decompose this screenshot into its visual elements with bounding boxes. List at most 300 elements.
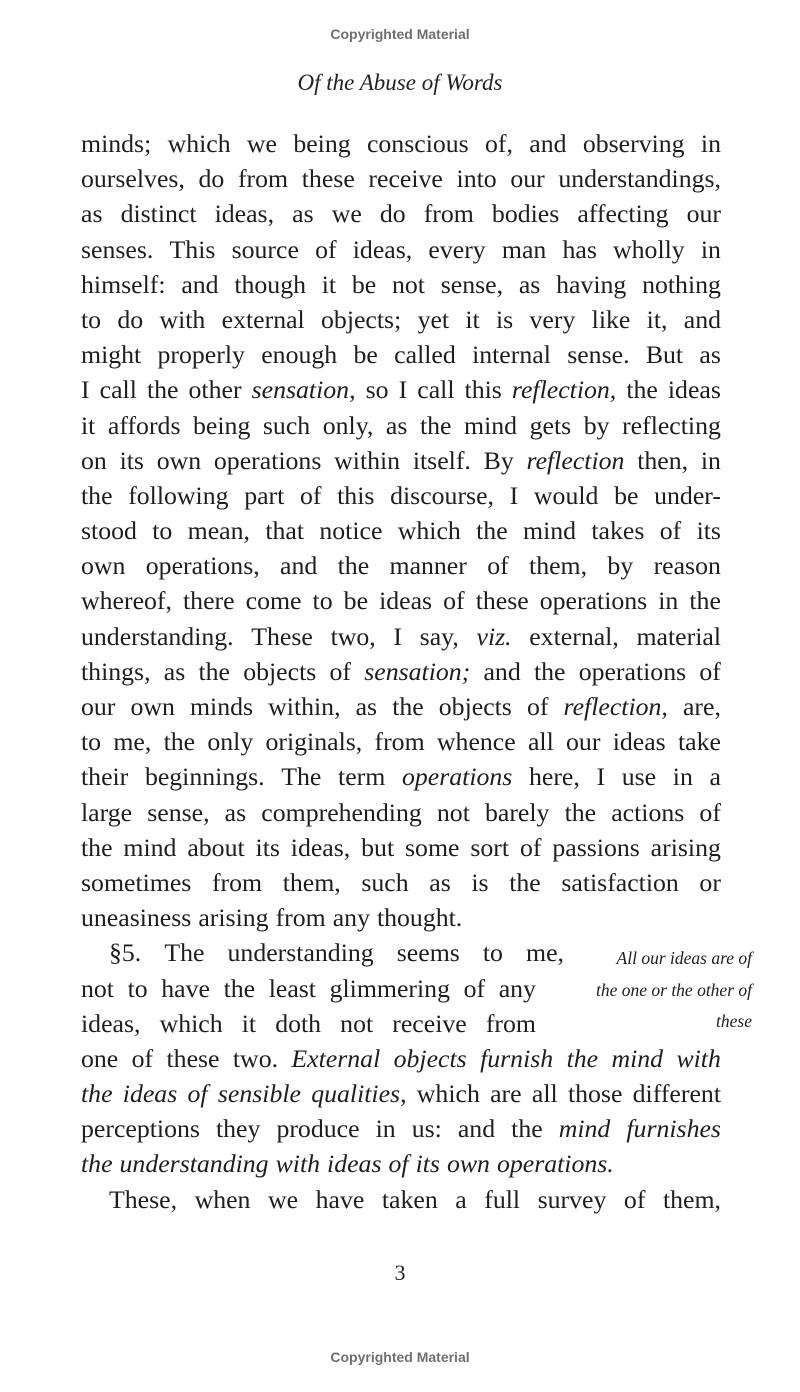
word: being — [193, 410, 251, 440]
text-line — [81, 759, 721, 794]
word: ideas — [122, 1079, 178, 1109]
word: own — [156, 445, 202, 475]
word: under- — [654, 480, 721, 510]
word: properly — [157, 340, 245, 370]
text-line — [81, 935, 564, 970]
text-line — [81, 408, 721, 443]
word: thought. — [376, 903, 463, 933]
word: distinct — [120, 199, 197, 229]
word: and — [683, 304, 721, 334]
word: ideas, — [214, 199, 275, 229]
word: viz. — [476, 621, 512, 651]
word: from — [275, 903, 326, 933]
word: them, — [662, 1184, 721, 1214]
word: be — [343, 586, 369, 616]
watermark-bottom: Copyrighted Material — [330, 1349, 470, 1365]
text-line — [81, 161, 721, 196]
word: produce — [276, 1114, 360, 1144]
word: in — [700, 234, 721, 264]
word: call — [99, 375, 137, 405]
word: furnish — [480, 1043, 554, 1073]
word: us: — [411, 1114, 442, 1144]
word: operations — [578, 656, 687, 686]
word: as — [224, 797, 247, 827]
word: it — [81, 410, 96, 440]
word: the — [337, 551, 370, 581]
word: I — [596, 762, 606, 792]
word: its — [255, 832, 280, 862]
text-line — [81, 478, 721, 513]
word: the — [689, 586, 721, 616]
text-line — [81, 337, 721, 372]
word: own — [446, 1149, 490, 1179]
margin-note-line: All our ideas are of — [616, 948, 752, 968]
word: material — [636, 621, 721, 651]
word: reflection, — [563, 692, 668, 721]
word: receive — [368, 164, 443, 194]
word: of — [187, 1079, 208, 1109]
word: that — [265, 516, 305, 546]
text-line — [81, 302, 721, 337]
word: having — [556, 269, 627, 299]
word: the — [198, 656, 230, 686]
word: affords — [107, 410, 181, 440]
word: which — [416, 1079, 480, 1109]
word: things, — [81, 656, 151, 686]
word: these — [475, 586, 529, 616]
word: sometimes — [81, 867, 192, 897]
word: as — [699, 340, 721, 370]
word: of — [623, 1184, 646, 1214]
word: different — [632, 1079, 721, 1109]
text-line — [81, 267, 721, 302]
word: nothing — [642, 269, 721, 299]
word: ideas, — [352, 234, 413, 264]
word: sense. — [567, 340, 630, 370]
word: ideas — [327, 1149, 382, 1179]
word: there — [183, 586, 235, 616]
word: whence — [436, 727, 516, 757]
word: our — [81, 692, 116, 721]
word: mean, — [187, 516, 250, 546]
word: this — [464, 375, 502, 405]
word: comprehending — [261, 797, 422, 827]
word: sensation; — [364, 656, 471, 686]
word: very — [529, 304, 576, 334]
word: glimmering — [329, 973, 450, 1003]
word: reflecting — [622, 410, 721, 440]
word: only — [207, 727, 254, 757]
word: enough — [261, 340, 338, 370]
text-line — [81, 830, 721, 865]
word: §5. — [109, 938, 142, 968]
word: we — [268, 1184, 299, 1214]
word: me, — [526, 938, 564, 968]
word: within — [334, 445, 401, 475]
word: two. — [232, 1043, 279, 1073]
word: some — [405, 832, 460, 862]
word: I — [509, 480, 519, 510]
word: is — [471, 867, 489, 897]
word: of — [526, 692, 549, 721]
word: as — [429, 867, 451, 897]
word: a — [455, 1184, 467, 1214]
word: stood — [81, 516, 137, 546]
word: it, — [646, 304, 668, 334]
word: be — [353, 340, 378, 370]
text-line — [81, 900, 721, 935]
word: the — [81, 1079, 113, 1109]
text-line — [81, 1006, 536, 1041]
text-line — [81, 865, 721, 900]
word: is — [496, 304, 514, 334]
word: gets — [529, 410, 572, 440]
margin-note — [556, 943, 752, 1038]
word: of, — [485, 129, 513, 158]
body-text — [81, 126, 721, 1217]
word: these — [301, 164, 355, 194]
word: objects — [243, 656, 317, 686]
word: mind — [611, 1043, 664, 1073]
word: of — [131, 1043, 154, 1073]
word: part — [244, 480, 285, 510]
word: it — [241, 1008, 257, 1038]
text-line — [81, 372, 721, 407]
word: in — [700, 129, 721, 158]
word: mind — [523, 516, 577, 546]
word: satisfaction — [561, 867, 679, 897]
word: reflection, — [511, 375, 617, 405]
word: so — [365, 375, 389, 405]
word: like — [591, 304, 631, 334]
word: as — [518, 269, 541, 299]
word: minds — [189, 692, 254, 721]
word: such — [361, 867, 409, 897]
word: of — [463, 973, 486, 1003]
word: arising — [198, 903, 269, 933]
word: bodies — [491, 199, 560, 229]
word: with — [275, 1149, 321, 1179]
word: them, — [282, 867, 341, 897]
word: and — [483, 656, 521, 686]
word: ideas — [379, 586, 433, 616]
margin-note-line: the one or the other of — [595, 979, 752, 1000]
word: its — [119, 445, 144, 475]
word: These, — [109, 1184, 178, 1214]
word: as — [81, 199, 103, 229]
word: in — [375, 1114, 396, 1144]
word: from — [211, 867, 263, 897]
word: But — [645, 340, 684, 370]
word: our — [686, 199, 721, 229]
word: actions — [611, 797, 685, 827]
word: understanding — [227, 938, 374, 968]
word: ourselves, — [81, 164, 185, 194]
word: reflection — [526, 445, 625, 475]
word: of — [699, 656, 721, 686]
word: sensation, — [251, 375, 356, 405]
word: full — [484, 1184, 521, 1214]
word: of — [519, 832, 542, 862]
word: from — [485, 1008, 536, 1038]
word: These — [251, 621, 313, 651]
word: this — [337, 480, 375, 510]
word: when — [194, 1184, 251, 1214]
word: by — [607, 551, 634, 581]
text-line — [81, 196, 721, 231]
word: do — [379, 199, 406, 229]
word: External — [291, 1043, 381, 1073]
word: seems — [396, 938, 460, 968]
word: our — [510, 164, 545, 194]
watermark-top: Copyrighted Material — [330, 26, 470, 42]
page-number: 3 — [394, 1260, 406, 1285]
word: not — [81, 973, 114, 1003]
word: of — [487, 551, 509, 581]
word: as — [163, 656, 186, 686]
word: take — [677, 727, 721, 757]
word: senses. — [81, 234, 154, 264]
word: wholly — [613, 234, 685, 264]
text-line — [81, 971, 536, 1006]
text-line — [81, 654, 721, 689]
word: I — [393, 621, 402, 651]
word: the — [476, 516, 508, 546]
word: in — [658, 586, 679, 616]
word: to — [81, 727, 102, 757]
word: and — [529, 129, 567, 158]
word: The — [164, 938, 205, 968]
word: then, — [637, 445, 689, 475]
text-line — [81, 724, 721, 759]
word: any — [498, 973, 536, 1003]
word: other — [188, 375, 242, 405]
word: in — [700, 445, 721, 475]
word: minds; — [81, 129, 152, 158]
word: it — [465, 304, 480, 334]
word: to — [482, 938, 503, 968]
word: only, — [322, 410, 374, 440]
word: ideas, — [290, 832, 351, 862]
text-line — [81, 126, 721, 161]
word: with — [159, 304, 206, 334]
word: have — [161, 973, 210, 1003]
word: sort — [470, 832, 510, 862]
word: be — [614, 480, 639, 510]
word: source — [231, 234, 299, 264]
word: of — [699, 797, 721, 827]
word: himself: — [81, 269, 166, 299]
word: mind — [464, 410, 518, 440]
word: perceptions — [81, 1114, 200, 1144]
text-line — [81, 513, 721, 548]
word: I — [398, 375, 408, 405]
word: one — [81, 1043, 119, 1073]
word: from — [374, 727, 425, 757]
word: and — [181, 269, 219, 299]
word: reason — [653, 551, 721, 581]
word: notice — [319, 516, 383, 546]
word: understanding — [119, 1149, 269, 1179]
text-line — [81, 795, 721, 830]
word: beginnings. — [144, 762, 265, 792]
word: we — [246, 129, 278, 158]
word: which — [167, 129, 231, 158]
word: of — [659, 516, 682, 546]
word: the — [163, 727, 196, 757]
word: the — [81, 832, 113, 862]
word: The — [281, 762, 322, 792]
text-line — [81, 443, 721, 478]
word: to — [127, 973, 148, 1003]
word: would — [533, 480, 599, 510]
word: come — [245, 586, 302, 616]
word: from — [423, 199, 474, 229]
word: all — [527, 727, 554, 757]
word: ideas — [612, 727, 666, 757]
word: all — [531, 1079, 558, 1109]
word: survey — [537, 1184, 607, 1214]
word: our — [566, 727, 601, 757]
word: yet — [417, 304, 450, 334]
word: the — [509, 867, 541, 897]
word: and — [457, 1114, 496, 1144]
word: two, — [330, 621, 376, 651]
word: might — [81, 340, 142, 370]
word: as — [292, 199, 314, 229]
word: them, — [529, 551, 588, 581]
word: from — [237, 164, 289, 194]
word: objects — [393, 1043, 467, 1073]
word: external — [221, 304, 305, 334]
word: understanding. — [81, 621, 234, 651]
word: not — [340, 1008, 374, 1038]
margin-note-line: these — [716, 1011, 752, 1031]
word: takes — [591, 516, 645, 546]
word: me, — [113, 727, 152, 757]
word: own — [130, 692, 175, 721]
word: called — [394, 340, 456, 370]
word: arising — [650, 832, 721, 862]
word: receive — [392, 1008, 467, 1038]
word: sense, — [147, 797, 210, 827]
word: itself. — [412, 445, 471, 475]
word: not — [392, 269, 425, 299]
word: be — [351, 269, 377, 299]
word: affecting — [577, 199, 669, 229]
word: are — [490, 1079, 522, 1109]
word: following — [128, 480, 229, 510]
word: and — [280, 551, 318, 581]
word: the — [392, 692, 424, 721]
word: doth — [275, 1008, 322, 1038]
word: mind — [558, 1114, 611, 1144]
word: within, — [268, 692, 341, 721]
word: man — [501, 234, 547, 264]
word: observing — [582, 129, 685, 158]
word: least — [268, 973, 316, 1003]
word: external, — [529, 621, 619, 651]
word: This — [169, 234, 216, 264]
word: are, — [682, 692, 721, 721]
word: of — [388, 1149, 409, 1179]
text-line — [81, 619, 721, 654]
word: on — [81, 445, 107, 475]
word: understandings, — [558, 164, 721, 194]
word: sense, — [440, 269, 504, 299]
word: these — [166, 1043, 220, 1073]
word: such — [262, 410, 311, 440]
text-line — [81, 232, 721, 267]
word: use — [621, 762, 657, 792]
text-line — [81, 689, 721, 724]
word: have — [315, 1184, 365, 1214]
word: not — [436, 797, 470, 827]
word: to — [81, 304, 102, 334]
word: operations — [401, 762, 513, 792]
word: conscious — [366, 129, 469, 158]
word: own — [81, 551, 126, 581]
word: operations, — [145, 551, 260, 581]
word: its — [415, 1149, 440, 1179]
word: do — [117, 304, 144, 334]
word: of — [329, 656, 351, 686]
word: its — [696, 516, 721, 546]
running-head: Of the Abuse of Words — [297, 70, 503, 95]
word: operations. — [496, 1149, 614, 1179]
text-line — [81, 1182, 721, 1217]
word: a — [709, 762, 721, 792]
word: operations — [539, 586, 648, 616]
word: to — [152, 516, 173, 546]
word: furnishes — [626, 1114, 721, 1144]
word: the — [564, 797, 597, 827]
word: though — [234, 269, 306, 299]
word: any — [332, 903, 370, 933]
word: do — [198, 164, 225, 194]
text-line — [81, 583, 721, 618]
word: objects — [438, 692, 512, 721]
word: By — [483, 445, 514, 475]
word: with — [676, 1043, 721, 1073]
word: passions — [552, 832, 640, 862]
word: mind — [123, 832, 177, 862]
word: we — [331, 199, 362, 229]
word: or — [699, 867, 721, 897]
word: I — [81, 375, 90, 405]
word: of — [315, 234, 337, 264]
word: to — [312, 586, 333, 616]
text-line — [81, 1076, 721, 1111]
word: here, — [528, 762, 580, 792]
word: uneasiness — [81, 903, 192, 933]
word: term — [338, 762, 386, 792]
word: barely — [484, 797, 550, 827]
word: discourse, — [390, 480, 494, 510]
word: of — [443, 586, 465, 616]
word: the — [223, 973, 256, 1003]
word: manner — [389, 551, 467, 581]
word: which — [159, 1008, 223, 1038]
word: as — [385, 410, 408, 440]
word: internal — [472, 340, 551, 370]
word: operations — [213, 445, 322, 475]
word: the — [566, 1043, 599, 1073]
word: the — [419, 410, 452, 440]
word: in — [672, 762, 693, 792]
word: the — [81, 1149, 113, 1179]
word: those — [567, 1079, 623, 1109]
